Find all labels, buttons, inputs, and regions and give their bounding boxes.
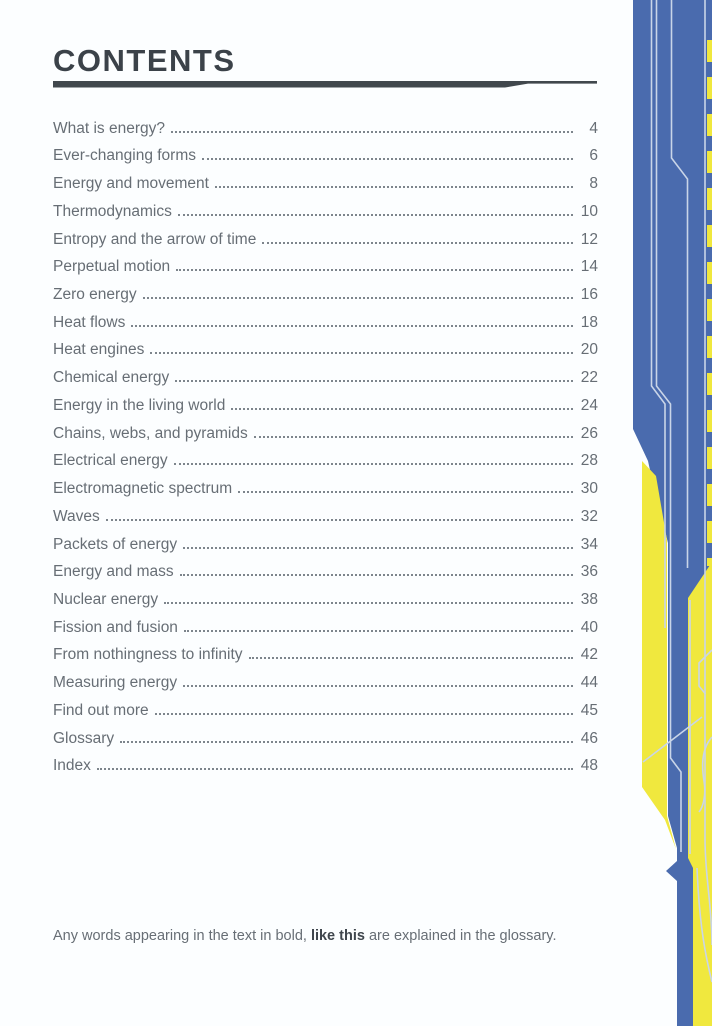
toc-entry-label: Energy in the living world <box>53 396 226 414</box>
page-title: CONTENTS <box>53 43 236 78</box>
toc-dot-leader <box>176 269 573 271</box>
toc-entry-label: Glossary <box>53 729 115 747</box>
toc-row <box>53 720 598 748</box>
toc-row <box>53 110 598 138</box>
toc-dot-leader <box>143 297 573 299</box>
toc-page-number: 34 <box>580 535 598 553</box>
toc-entry-label: Nuclear energy <box>53 590 159 608</box>
toc-row <box>53 692 598 720</box>
toc-list <box>53 110 598 775</box>
toc-dot-leader <box>262 242 573 244</box>
toc-row <box>53 221 598 249</box>
toc-page-number: 42 <box>580 646 598 664</box>
toc-dot-leader <box>164 602 573 604</box>
toc-page-number: 24 <box>580 396 598 414</box>
toc-row <box>53 470 598 498</box>
toc-row <box>53 304 598 332</box>
toc-row <box>53 249 598 277</box>
toc-row <box>53 193 598 221</box>
glossary-footnote <box>53 927 613 945</box>
toc-dot-leader <box>249 657 573 659</box>
toc-row <box>53 498 598 526</box>
toc-row <box>53 165 598 193</box>
toc-entry-label: What is energy? <box>53 119 165 137</box>
toc-entry-label: Index <box>53 757 91 775</box>
contents-body <box>53 44 598 775</box>
toc-dot-leader <box>155 713 573 715</box>
toc-page-number: 38 <box>580 590 598 608</box>
toc-page-number: 22 <box>580 369 598 387</box>
toc-entry-label: Fission and fusion <box>53 618 178 636</box>
toc-entry-label: From nothingness to infinity <box>53 646 243 664</box>
toc-dot-leader <box>202 158 573 160</box>
toc-row <box>53 664 598 692</box>
footnote-text: Any words appearing in the text in bold, <box>53 927 311 944</box>
toc-entry-label: Heat flows <box>53 313 126 331</box>
toc-dot-leader <box>97 768 573 770</box>
toc-dot-leader <box>183 685 573 687</box>
toc-page-number: 20 <box>580 341 598 359</box>
toc-entry-label: Electromagnetic spectrum <box>53 480 233 498</box>
toc-row <box>53 359 598 387</box>
toc-dot-leader <box>131 325 573 327</box>
toc-dot-leader <box>178 214 573 216</box>
toc-entry-label: Electrical energy <box>53 452 168 470</box>
toc-entry-label: Ever-changing forms <box>53 147 197 165</box>
toc-page-number: 4 <box>589 119 598 137</box>
toc-entry-label: Energy and mass <box>53 563 174 581</box>
toc-entry-label: Packets of energy <box>53 535 178 553</box>
toc-row <box>53 554 598 582</box>
toc-row <box>53 526 598 554</box>
toc-row <box>53 609 598 637</box>
toc-page-number: 16 <box>580 286 598 304</box>
toc-dot-leader <box>183 547 573 549</box>
toc-row <box>53 637 598 665</box>
toc-page-number: 18 <box>580 313 598 331</box>
toc-page-number: 30 <box>580 480 598 498</box>
toc-dot-leader <box>175 380 573 382</box>
toc-entry-label: Chains, webs, and pyramids <box>53 424 248 442</box>
toc-entry-label: Zero energy <box>53 286 137 304</box>
toc-dot-leader <box>120 741 573 743</box>
footnote-text-end: are explained in the glossary. <box>364 927 557 944</box>
toc-row <box>53 138 598 166</box>
toc-page-number: 32 <box>580 507 598 525</box>
toc-page-number: 44 <box>580 674 598 692</box>
toc-page-number: 40 <box>580 618 598 636</box>
toc-page-number: 45 <box>580 701 598 719</box>
toc-page-number: 28 <box>580 452 598 470</box>
toc-page-number: 6 <box>589 147 598 165</box>
toc-page-number: 48 <box>580 757 598 775</box>
toc-row <box>53 276 598 304</box>
footnote-bold-phrase: like this <box>310 927 365 944</box>
toc-dot-leader <box>106 519 573 521</box>
toc-entry-label: Waves <box>53 507 100 525</box>
toc-dot-leader <box>254 436 573 438</box>
toc-page-number: 36 <box>580 563 598 581</box>
toc-row <box>53 443 598 471</box>
toc-row <box>53 332 598 360</box>
toc-page-number: 14 <box>580 258 598 276</box>
toc-entry-label: Thermodynamics <box>53 202 172 220</box>
toc-row <box>53 581 598 609</box>
toc-page-number: 12 <box>580 230 598 248</box>
circuit-border-decoration <box>630 0 712 1026</box>
toc-dot-leader <box>180 574 573 576</box>
toc-dot-leader <box>171 131 573 133</box>
toc-dot-leader <box>215 186 573 188</box>
toc-entry-label: Entropy and the arrow of time <box>53 230 257 248</box>
toc-entry-label: Perpetual motion <box>53 258 171 276</box>
title-underline <box>53 81 598 88</box>
toc-entry-label: Chemical energy <box>53 369 170 387</box>
toc-dot-leader <box>174 463 573 465</box>
toc-entry-label: Find out more <box>53 701 149 719</box>
toc-entry-label: Heat engines <box>53 341 145 359</box>
toc-row <box>53 387 598 415</box>
toc-dot-leader <box>150 352 573 354</box>
toc-page-number: 46 <box>580 729 598 747</box>
toc-page-number: 10 <box>580 202 598 220</box>
toc-dot-leader <box>238 491 573 493</box>
toc-dot-leader <box>184 630 573 632</box>
toc-page-number: 8 <box>589 175 598 193</box>
toc-row <box>53 748 598 776</box>
toc-page-number: 26 <box>580 424 598 442</box>
toc-row <box>53 415 598 443</box>
toc-entry-label: Measuring energy <box>53 674 178 692</box>
toc-entry-label: Energy and movement <box>53 175 209 193</box>
toc-dot-leader <box>231 408 573 410</box>
